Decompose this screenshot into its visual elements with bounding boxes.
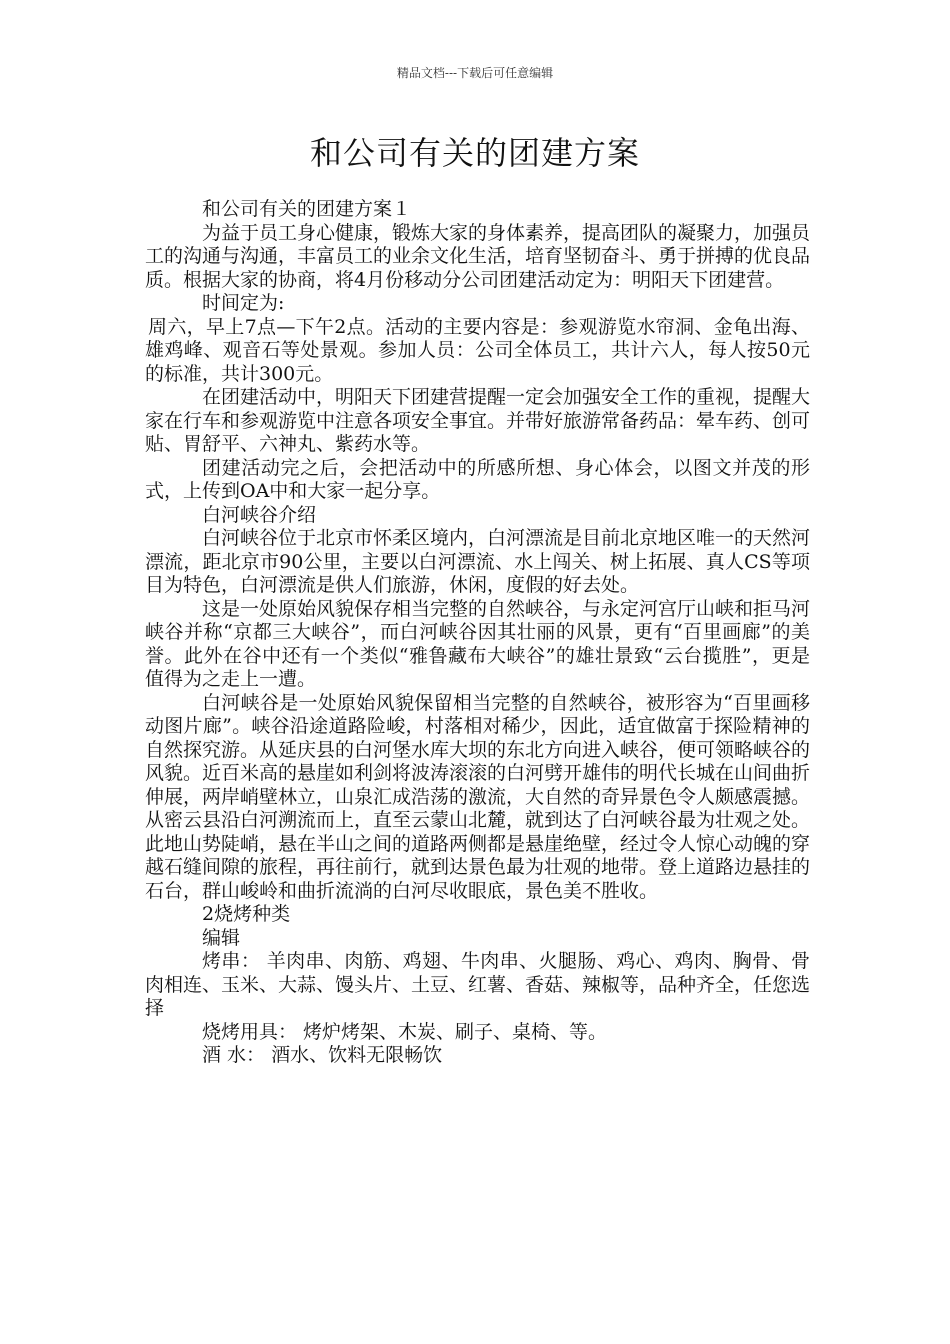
document-title: 和公司有关的团建方案 xyxy=(309,134,640,172)
paragraph-canyon-location: 白河峡谷位于北京市怀柔区境内，白河漂流是目前北京地区唯一的天然河漂流，距北京市90公里，主要以白河漂流、水上闯关、树上拓展、真人CS等项目为特色，白河漂流是供人们旅游，休闲，度假的好去处。 xyxy=(145,527,811,596)
paragraph-canyon-heading: 白河峡谷介绍 xyxy=(202,503,317,526)
paragraph-section-heading: 和公司有关的团建方案１ xyxy=(202,198,412,220)
paragraph-drinks: 酒 水： 酒水、饮料无限畅饮 xyxy=(202,1044,443,1066)
paragraph-schedule: 周六，早上7点—下午2点。活动的主要内容是：参观游览水帘洞、金龟出海、雄鸡峰、观音石等处景观。参加人员：公司全体员工，共计六人，每人按50元的标准，共计300元。 xyxy=(145,315,810,385)
paragraph-purpose: 为益于员工身心健康，锻炼大家的身体素养，提高团队的凝聚力，加强员工的沟通与沟通，丰富员工的业余文化生活，培育坚韧奋斗、勇于拼搏的优良品质。根据大家的协商，将4月份移动分公司团建活动定为：明阳天下团建营。 xyxy=(145,221,811,291)
paragraph-tools: 烧烤用具： 烤炉烤架、木炭、刷子、桌椅、等。 xyxy=(202,1020,608,1043)
paragraph-time-label: 时间定为: xyxy=(202,292,285,314)
paragraph-bbq-heading: 2烧烤种类 xyxy=(202,903,291,925)
paragraph-canyon-detail: 白河峡谷是一处原始风貌保留相当完整的自然峡谷，被形容为“百里画移动图片廊”。峡谷沿途道路险峻，村落相对稀少，因此，适宜做富于探险精神的自然探究游。从延庆县的白河堡水库大坝的东北方向进入峡谷，便可领略峡谷的风貌。近百米高的悬崖如利剑将波涛滚滚的白河劈开雄伟的明代长城在山间曲折伸展，两岸峭壁林立，山泉汇成浩荡的激流，大自然的奇异景色令人颇感震撼。从密云县沿白河溯流而上，直至云蒙山北麓，就到达了白河峡谷最为壮观之处。此地山势陡峭，悬在半山之间的道路两侧都是悬崖绝壁，经过令人惊心动魄的穿越石缝间隙的旅程，再往前行，就到达景色最为壮观的地带。登上道路边悬挂的石台，群山峻岭和曲折流淌的白河尽收眼底，景色美不胜收。 xyxy=(145,691,811,902)
paragraph-safety: 在团建活动中，明阳天下团建营提醒一定会加强安全工作的重视，提醒大家在行车和参观游览中注意各项安全事宜。并带好旅游常备药品：晕车药、创可贴、胃舒平、六神丸、紫药水等。 xyxy=(145,386,811,455)
page-header-note: 精品文档---下载后可任意编辑 xyxy=(396,66,554,80)
document-body xyxy=(145,198,810,1068)
paragraph-canyon-scenery: 这是一处原始风貌保存相当完整的自然峡谷，与永定河宫厅山峡和拒马河峡谷并称“京都三大峡谷”，而白河峡谷因其壮丽的风景，更有“百里画廊”的美誉。此外在谷中还有一个类似“雅鲁藏布大峡谷”的雄壮景致“云台揽胜”，更是值得为之走上一遭。 xyxy=(145,597,811,690)
paragraph-skewers: 烤串： 羊肉串、肉筋、鸡翅、牛肉串、火腿肠、鸡心、鸡肉、胸骨、骨肉相连、玉米、大蒜、馒头片、土豆、红薯、香菇、辣椒等，品种齐全，任您选择 xyxy=(145,950,811,1019)
paragraph-sharing: 团建活动完之后，会把活动中的所感所想、身心体会，以图文并茂的形式，上传到OA中和大家一起分享。 xyxy=(145,456,810,502)
paragraph-edit-label: 编辑 xyxy=(202,926,241,949)
